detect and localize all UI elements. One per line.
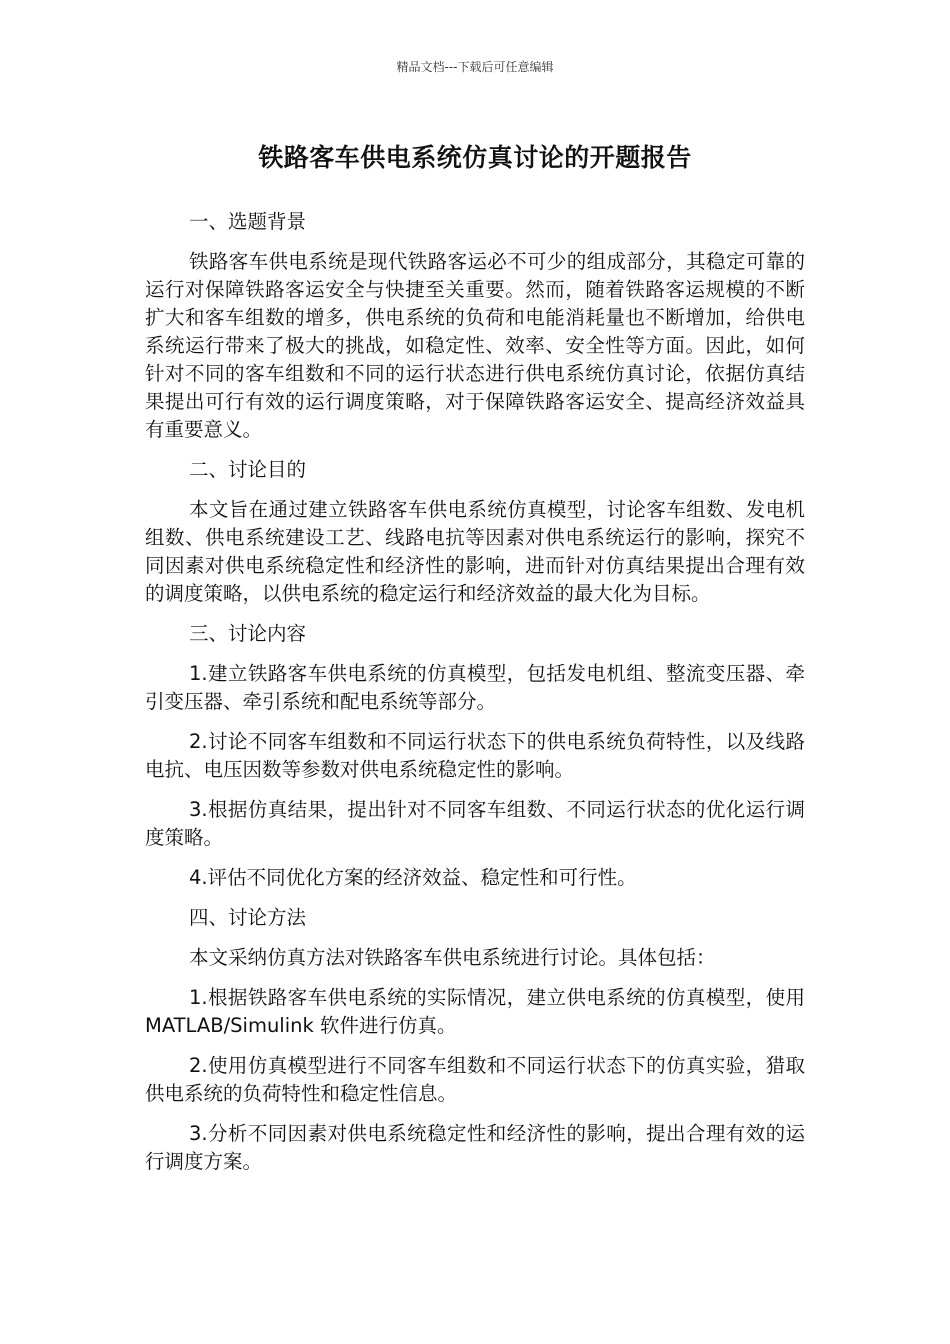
section-heading-method: 四、讨论方法 [189,906,307,929]
content-item-2: 2.讨论不同客车组数和不同运行状态下的供电系统负荷特性，以及线路电抗、电压因数等参数对供电系统稳定性的影响。 [145,730,805,781]
content-item-4: 4.评估不同优化方案的经济效益、稳定性和可行性。 [189,866,637,889]
content-item-1: 1.建立铁路客车供电系统的仿真模型，包括发电机组、整流变压器、牵引变压器、牵引系统和配电系统等部分。 [145,662,805,713]
document-title: 铁路客车供电系统仿真讨论的开题报告 [258,143,692,172]
paragraph-background: 铁路客车供电系统是现代铁路客运必不可少的组成部分，其稳定可靠的运行对保障铁路客运安全与快捷至关重要。然而，随着铁路客运规模的不断扩大和客车组数的增多，供电系统的负荷和电能消耗量也不断增加，给供电系统运行带来了极大的挑战，如稳定性、效率、安全性等方面。因此，如何针对不同的客车组数和不同的运行状态进行供电系统仿真讨论，依据仿真结果提出可行有效的运行调度策略，对于保障铁路客运安全、提高经济效益具有重要意义。 [145,250,805,441]
content-item-3: 3.根据仿真结果，提出针对不同客车组数、不同运行状态的优化运行调度策略。 [145,798,805,849]
document-body [145,208,805,1188]
paragraph-method-intro: 本文采纳仿真方法对铁路客车供电系统进行讨论。具体包括： [189,946,716,969]
method-item-3: 3.分析不同因素对供电系统稳定性和经济性的影响，提出合理有效的运行调度方案。 [145,1122,805,1173]
paragraph-purpose: 本文旨在通过建立铁路客车供电系统仿真模型，讨论客车组数、发电机组数、供电系统建设工艺、线路电抗等因素对供电系统运行的影响，探究不同因素对供电系统稳定性和经济性的影响，进而针对仿真结果提出合理有效的调度策略，以供电系统的稳定运行和经济效益的最大化为目标。 [145,498,805,605]
method-item-1: 1.根据铁路客车供电系统的实际情况，建立供电系统的仿真模型，使用 MATLAB/Simulink 软件进行仿真。 [145,986,805,1037]
header-note: 精品文档---下载后可任意编辑 [396,60,554,74]
method-item-2: 2.使用仿真模型进行不同客车组数和不同运行状态下的仿真实验，猎取供电系统的负荷特性和稳定性信息。 [145,1054,805,1105]
section-heading-content: 三、讨论内容 [189,622,307,645]
section-heading-background: 一、选题背景 [189,210,307,233]
section-heading-purpose: 二、讨论目的 [189,458,307,481]
